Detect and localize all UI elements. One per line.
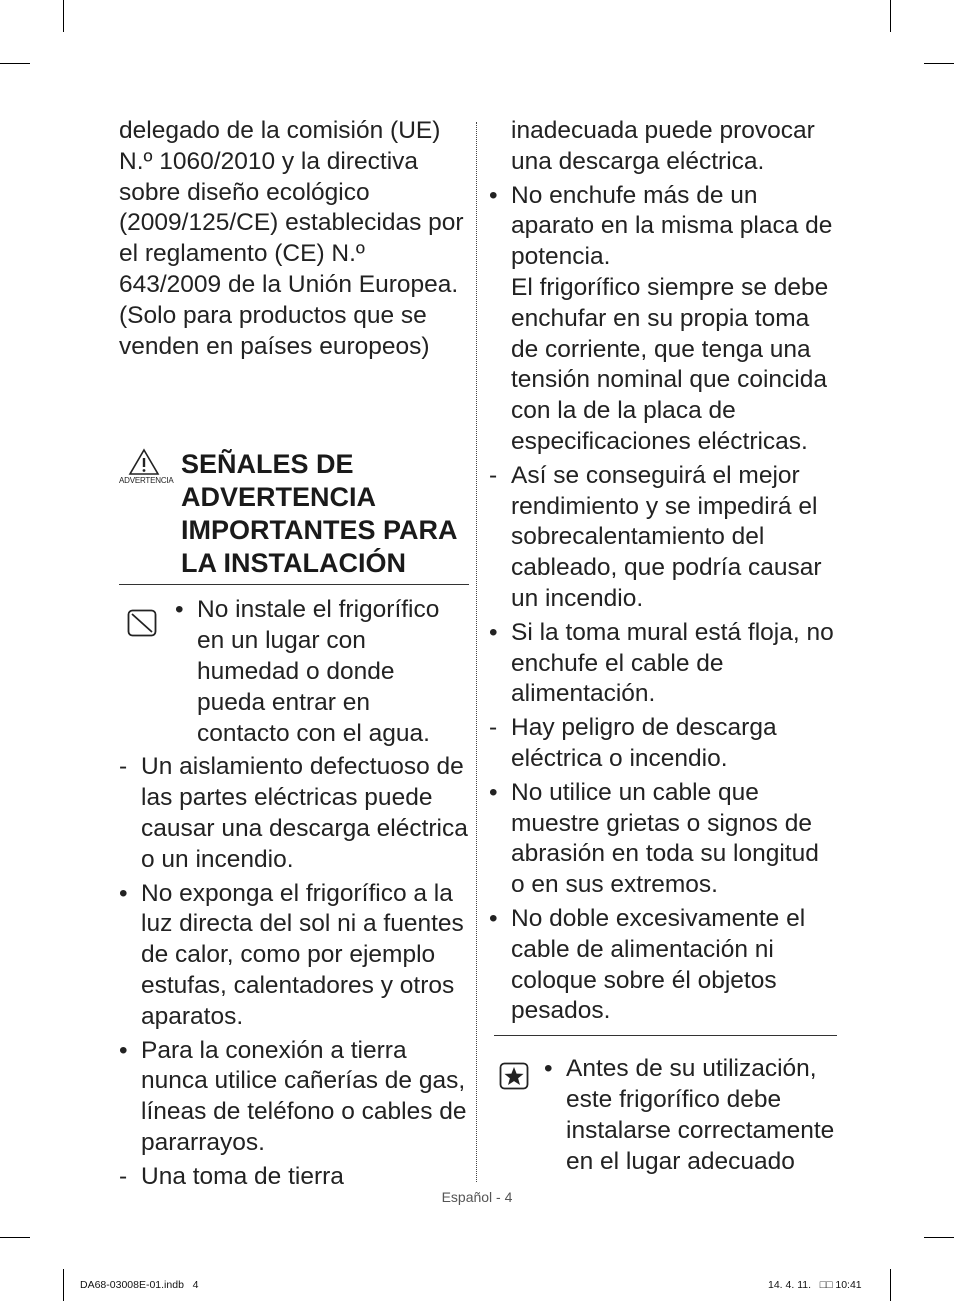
list-item: [119, 1036, 469, 1159]
list-marker: •: [489, 181, 498, 209]
list-text: No instale el frigorífico en un lugar con humedad o donde pueda entrar en contacto con el agua.: [197, 596, 440, 747]
list-text: Para la conexión a tierra nunca utilice cañerías de gas, líneas de teléfono o cables de pararrayos.: [141, 1036, 467, 1156]
continuation-paragraph: inadecuada puede provocar una descarga eléctrica.: [511, 117, 815, 175]
list-item: [489, 461, 837, 615]
list-text: No exponga el frigorífico a la luz directa del sol ni a fuentes de calor, como por ejemplo estufas, calentadores y otros aparatos.: [141, 879, 464, 1030]
list-marker: -: [119, 753, 128, 781]
list-text: Hay peligro de descarga eléctrica o incendio.: [511, 714, 777, 772]
warning-triangle-icon: [128, 448, 160, 476]
list-item: [119, 879, 469, 1033]
list-item: [489, 904, 837, 1027]
list-marker: •: [489, 904, 498, 932]
note-block: [489, 1054, 837, 1177]
list-marker: -: [489, 714, 498, 742]
list-item: [489, 713, 837, 775]
list-item: [119, 1162, 469, 1193]
crop-mark: [0, 1237, 30, 1238]
crop-mark: [924, 1237, 954, 1238]
heading-rule: [119, 584, 469, 585]
imprint-datetime: 14. 4. 11. □□ 10:41: [768, 1279, 862, 1291]
note-rule: [494, 1035, 837, 1036]
continuation-text: [489, 116, 837, 178]
list-text: No utilice un cable que muestre grietas o signos de abrasión en toda su longitud o en sus extremos.: [511, 778, 819, 899]
page-footer: Español - 4: [441, 1189, 513, 1205]
list-extra-text: El frigorífico siempre se debe enchufar en su propia toma de corriente, que tenga una tensión nominal que coincida con la de la placa de especificaciones eléctricas.: [511, 273, 829, 455]
crop-mark: [0, 63, 30, 64]
list-text: Si la toma mural está floja, no enchufe el cable de alimentación.: [511, 618, 834, 708]
warning-icon: [119, 448, 174, 486]
list-item: [489, 778, 837, 901]
prohibition-block: [119, 595, 469, 749]
list-item: [489, 618, 837, 710]
list-marker: •: [119, 1036, 128, 1064]
list-text: Antes de su utilización, este frigorífico debe instalarse correctamente en el lugar adecuado: [566, 1055, 835, 1175]
list-marker: •: [119, 879, 128, 907]
list-item: [489, 181, 837, 458]
list-item: [175, 595, 469, 749]
list-text: Así se conseguirá el mejor rendimiento y se impedirá el sobrecalentamiento del cableado, que podría causar un incendio.: [511, 461, 822, 612]
list-text: Una toma de tierra: [141, 1162, 344, 1190]
crop-mark: [63, 0, 64, 32]
warning-caption: ADVERTENCIA: [119, 476, 174, 486]
imprint-file: DA68-03008E-01.indb 4: [80, 1279, 199, 1291]
list-marker: -: [119, 1162, 128, 1190]
list-text: No enchufe más de un aparato en la misma placa de potencia.: [511, 181, 833, 271]
list-marker: •: [175, 596, 184, 624]
list-text: No doble excesivamente el cable de alimentación ni coloque sobre él objetos pesados.: [511, 904, 806, 1025]
section-heading-block: [119, 448, 469, 580]
list-marker: -: [489, 461, 498, 489]
list-item: [119, 752, 469, 875]
left-column: [119, 116, 469, 1196]
intro-paragraph: delegado de la comisión (UE) N.º 1060/2010 y la directiva sobre diseño ecológico (2009/125/CE) establecidas por el reglamento (CE) N.º 643/2009 de la Unión Europea. (Solo para productos que se venden en países europeos): [119, 117, 464, 360]
star-note-icon: [499, 1062, 529, 1099]
prohibition-icon: [127, 609, 157, 646]
right-column: [489, 116, 837, 1180]
list-marker: •: [489, 778, 498, 806]
list-marker: •: [489, 618, 498, 646]
section-heading: SEÑALES DE ADVERTENCIA IMPORTANTES PARA LA INSTALACIÓN: [181, 449, 457, 579]
crop-mark: [890, 1269, 891, 1301]
list-item: [544, 1054, 837, 1177]
column-divider: [476, 122, 477, 1182]
crop-mark: [924, 63, 954, 64]
list-text: Un aislamiento defectuoso de las partes eléctricas puede causar una descarga eléctrica o un incendio.: [141, 753, 468, 873]
crop-mark: [63, 1269, 64, 1301]
crop-mark: [890, 0, 891, 32]
list-marker: •: [544, 1055, 553, 1083]
